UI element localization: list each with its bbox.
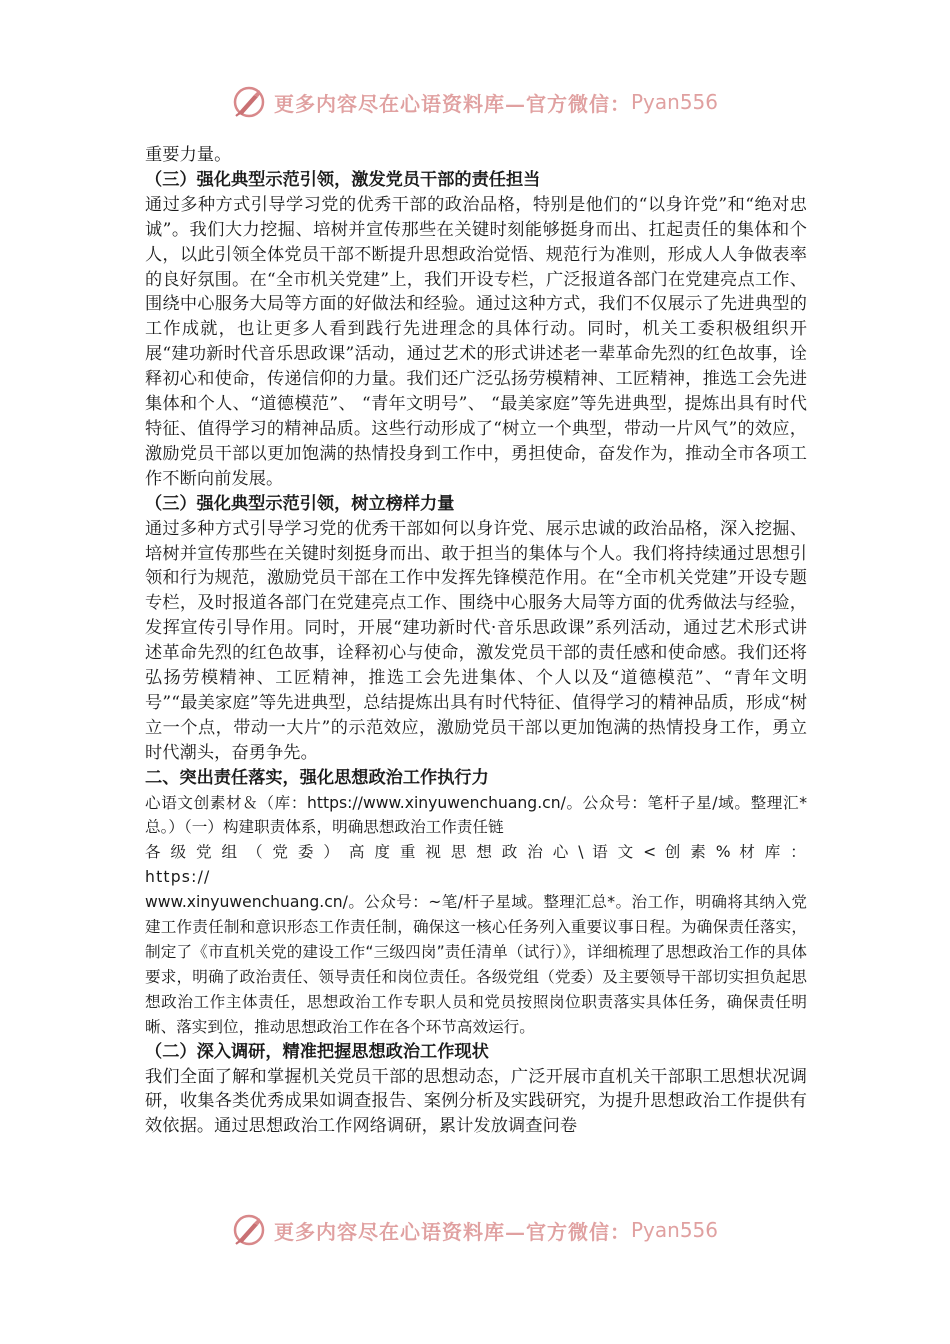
chapter-heading-2: 二、突出责任落实，强化思想政治工作执行力	[145, 767, 489, 788]
section-heading-3a: （三）强化典型示范引领，激发党员干部的责任担当	[145, 169, 541, 190]
paragraph-continuation: 重要力量。	[145, 145, 232, 165]
paragraph-responsibility: www.xinyuwenchuang.cn/。公众号：~笔/杆子星域。整理汇总*。治工作，明确将其纳入党建工作责任制和意识形态工作责任制，确保这一核心任务列入重要议事日程。为确保责任落实，制定了《市直机关党的建设工作“三级四岗”责任清单（试行）》，详细梳理了思想政治工作的具体要求，明确了政治责任、领导责任和岗位责任。各级党组（党委）及主要领导干部切实担负起思想政治工作主体责任，思想政治工作专职人员和党员按照岗位职责落实具体任务，确保责任明晰、落实到位，推动思想政治工作在各个环节高效运行。	[145, 893, 807, 1036]
watermark-source-line: 心语文创素材＆（库：https://www.xinyuwenchuang.cn/。公众号：笔杆子星/域。整理汇*总。）（一）构建职责体系，明确思想政治工作责任链	[145, 793, 807, 837]
responsibility-line-1: 各 级 党 组 （ 党 委 ） 高 度 重 视 思 想 政 治 心 \ 语 文 < 创 素 % 材 库 ： https://	[145, 843, 807, 887]
header-watermark-banner	[0, 82, 950, 122]
banner-wechat-id: Pyan556	[630, 1218, 718, 1242]
banner-text: 更多内容尽在心语资料库—官方微信：	[273, 1219, 631, 1244]
document-body	[145, 143, 807, 1139]
paragraph-role-model-2: 通过多种方式引导学习党的优秀干部如何以身许党、展示忠诚的政治品格，深入挖掘、培树并宣传那些在关键时刻挺身而出、敢于担当的集体与个人。我们将持续通过思想引领和行为规范，激励党员干部在工作中发挥先锋模范作用。在“全市机关党建”开设专题专栏，及时报道各部门在党建亮点工作、围绕中心服务大局等方面的优秀做法与经验，发挥宣传引导作用。同时，开展“建功新时代·音乐思政课”系列活动，通过艺术形式讲述革命先烈的红色故事，诠释初心与使命，激发党员干部的责任感和使命感。我们还将弘扬劳模精神、工匠精神，推选工会先进集体、个人以及“道德模范”、“青年文明号”“最美家庭”等先进典型，总结提炼出具有时代特征、值得学习的精神品质，形成“树立一个点，带动一大片”的示范效应，激励党员干部以更加饱满的热情投身工作，勇立时代潮头，奋勇争先。	[145, 518, 807, 763]
section-heading-3b: （三）强化典型示范引领，树立榜样力量	[145, 493, 455, 514]
section-heading-2-research: （二）深入调研，精准把握思想政治工作现状	[145, 1041, 489, 1062]
paragraph-research: 我们全面了解和掌握机关党员干部的思想动态，广泛开展市直机关干部职工思想状况调研，收集各类优秀成果如调查报告、案例分析及实践研究，为提升思想政治工作提供有效依据。通过思想政治工作网络调研，累计发放调查问卷	[145, 1066, 807, 1137]
pen-logo-icon	[232, 1213, 266, 1247]
banner-text: 更多内容尽在心语资料库—官方微信：	[273, 91, 631, 116]
banner-wechat-id: Pyan556	[630, 90, 718, 114]
pen-logo-icon	[232, 85, 266, 119]
footer-watermark-banner	[0, 1210, 950, 1250]
paragraph-role-model-1: 通过多种方式引导学习党的优秀干部的政治品格，特别是他们的“以身许党”和“绝对忠诚”。我们大力挖掘、培树并宣传那些在关键时刻能够挺身而出、扛起责任的集体和个人，以此引领全体党员干部不断提升思想政治觉悟、规范行为准则，形成人人争做表率的良好氛围。在“全市机关党建”上，我们开设专栏，广泛报道各部门在党建亮点工作、围绕中心服务大局等方面的好做法和经验。通过这种方式，我们不仅展示了先进典型的工作成就，也让更多人看到践行先进理念的具体行动。同时，机关工委积极组织开展“建功新时代音乐思政课”活动，通过艺术的形式讲述老一辈革命先烈的红色故事，诠释初心和使命，传递信仰的力量。我们还广泛弘扬劳模精神、工匠精神，推选工会先进集体和个人、“道德模范”、 “青年文明号”、 “最美家庭”等先进典型，提炼出具有时代特征、值得学习的精神品质。这些行动形成了“树立一个典型，带动一片风气”的效应，激励党员干部以更加饱满的热情投身到工作中，勇担使命，奋发作为，推动全市各项工作不断向前发展。	[145, 194, 807, 489]
